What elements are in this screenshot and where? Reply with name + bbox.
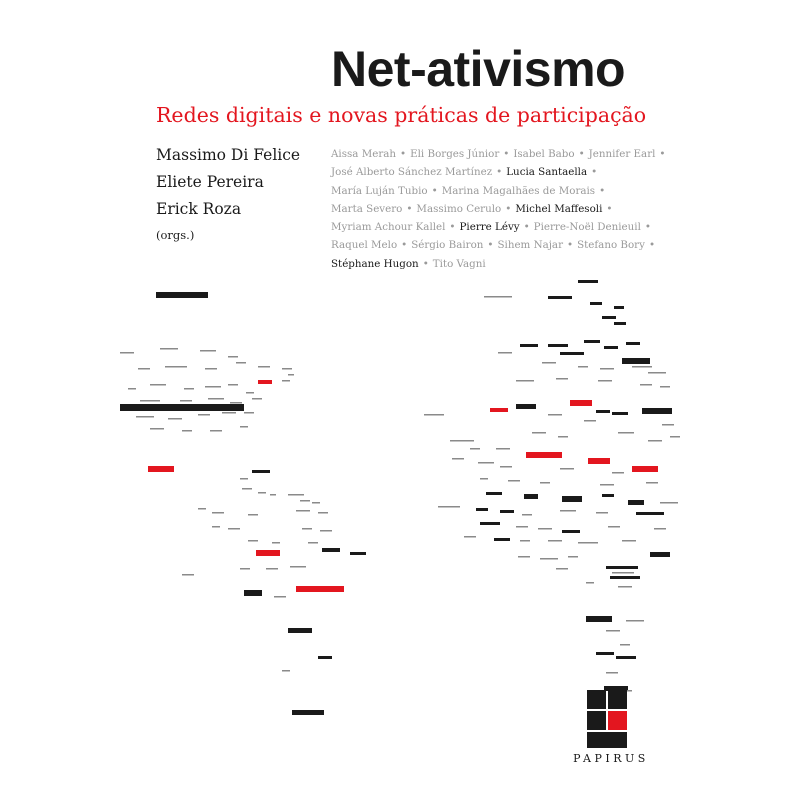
map-dash bbox=[498, 352, 512, 354]
map-dash bbox=[212, 526, 220, 528]
map-dash bbox=[622, 540, 636, 542]
map-dash bbox=[648, 372, 666, 374]
contributor-name: Marta Severo bbox=[331, 202, 403, 215]
map-dash bbox=[438, 506, 460, 508]
map-dash bbox=[518, 556, 530, 558]
contributor-name: Sihem Najar bbox=[497, 239, 563, 252]
contributors-line bbox=[331, 218, 651, 236]
map-dash bbox=[496, 448, 510, 450]
map-dash bbox=[500, 466, 512, 468]
map-dash bbox=[148, 466, 174, 472]
logo-square bbox=[608, 711, 627, 730]
map-dash bbox=[608, 526, 620, 528]
contributor-name: Stefano Bory bbox=[577, 239, 645, 252]
map-dash bbox=[312, 502, 320, 504]
map-dash bbox=[618, 586, 632, 588]
contributor-name: Massimo Cerulo bbox=[416, 202, 502, 215]
map-dash bbox=[602, 494, 614, 497]
map-dash bbox=[128, 388, 136, 390]
map-dash bbox=[210, 430, 222, 432]
map-dash bbox=[660, 502, 678, 504]
map-dash bbox=[168, 418, 182, 420]
map-dash bbox=[540, 558, 558, 560]
map-dash bbox=[588, 458, 610, 464]
map-dash bbox=[228, 384, 238, 386]
map-dash bbox=[584, 340, 600, 343]
map-dash bbox=[632, 466, 658, 472]
map-dash bbox=[646, 482, 658, 484]
map-dash bbox=[302, 528, 312, 530]
map-dash bbox=[586, 582, 594, 584]
map-dash bbox=[648, 440, 662, 442]
contributor-name: Sérgio Bairon bbox=[411, 239, 484, 252]
separator-bullet: • bbox=[606, 202, 613, 215]
contributors-list bbox=[331, 145, 666, 273]
contributor-name: Pierre-Noël Denieuil bbox=[533, 221, 641, 234]
contributors-line bbox=[331, 200, 651, 218]
contributor-name: Stéphane Hugon bbox=[331, 257, 419, 270]
map-dash bbox=[618, 432, 634, 434]
contributor-name: José Alberto Sánchez Martínez bbox=[331, 166, 493, 179]
separator-bullet: • bbox=[422, 257, 429, 270]
map-dash bbox=[612, 412, 628, 415]
map-dash bbox=[522, 514, 532, 516]
map-dash bbox=[300, 500, 310, 502]
map-dash bbox=[184, 388, 194, 390]
logo-square bbox=[587, 690, 606, 709]
map-dash bbox=[350, 552, 366, 555]
map-dash bbox=[612, 572, 634, 574]
contributors-line bbox=[331, 182, 651, 200]
map-dash bbox=[556, 568, 568, 570]
map-dash bbox=[606, 672, 618, 674]
map-dash bbox=[578, 542, 598, 544]
separator-bullet: • bbox=[431, 184, 438, 197]
map-dash bbox=[318, 512, 328, 514]
separator-bullet: • bbox=[400, 148, 407, 160]
map-dash bbox=[320, 530, 332, 532]
map-dash bbox=[246, 392, 254, 394]
map-dash bbox=[205, 386, 221, 388]
map-dash bbox=[542, 362, 556, 364]
map-dash bbox=[520, 344, 538, 347]
organizers-tag: (orgs.) bbox=[156, 228, 195, 242]
map-dash bbox=[562, 530, 580, 533]
logo-square bbox=[587, 732, 627, 748]
contributor-name: Tito Vagni bbox=[432, 257, 486, 270]
map-dash bbox=[296, 510, 310, 512]
map-dash bbox=[470, 448, 480, 450]
contributors-line bbox=[331, 145, 666, 163]
separator-bullet: • bbox=[599, 184, 606, 197]
map-dash bbox=[424, 414, 444, 416]
map-dash bbox=[270, 494, 276, 496]
map-dash bbox=[586, 616, 612, 622]
map-dash bbox=[288, 628, 312, 633]
map-dash bbox=[560, 510, 576, 512]
map-dash bbox=[120, 352, 134, 354]
map-dash bbox=[584, 420, 596, 422]
organizer-name: Eliete Pereira bbox=[156, 173, 264, 191]
contributors-line bbox=[331, 163, 651, 181]
separator-bullet: • bbox=[648, 239, 656, 252]
map-dash bbox=[578, 366, 588, 368]
map-dash bbox=[322, 548, 340, 552]
map-dash bbox=[626, 342, 640, 345]
map-dash bbox=[590, 302, 602, 305]
contributor-name: Raquel Melo bbox=[331, 239, 398, 252]
map-dash bbox=[596, 512, 608, 514]
map-dash bbox=[252, 470, 270, 473]
contributor-name: Myriam Achour Kallel bbox=[331, 221, 446, 234]
map-dash bbox=[282, 368, 292, 370]
separator-bullet: • bbox=[505, 202, 512, 215]
map-dash bbox=[508, 480, 520, 482]
map-dash bbox=[480, 478, 488, 480]
map-dash bbox=[640, 384, 652, 386]
logo-square bbox=[608, 690, 627, 709]
map-dash bbox=[548, 414, 562, 416]
map-dash bbox=[560, 352, 584, 355]
map-dash bbox=[598, 380, 612, 382]
map-dash bbox=[240, 426, 248, 428]
map-dash bbox=[642, 408, 672, 414]
separator-bullet: • bbox=[496, 166, 503, 179]
map-dash bbox=[150, 384, 166, 386]
map-dash bbox=[540, 482, 550, 484]
map-dash bbox=[198, 508, 206, 510]
map-dash bbox=[548, 540, 562, 542]
map-dash bbox=[288, 494, 304, 496]
map-dash bbox=[614, 306, 624, 309]
map-dash bbox=[628, 500, 644, 505]
map-dash bbox=[450, 440, 474, 442]
map-dash bbox=[228, 528, 240, 530]
map-dash bbox=[244, 590, 262, 596]
map-dash bbox=[670, 436, 680, 438]
separator-bullet: • bbox=[659, 148, 666, 160]
organizer-name: Erick Roza bbox=[156, 200, 242, 218]
map-dash bbox=[452, 458, 464, 460]
map-dash bbox=[602, 316, 616, 319]
map-dash bbox=[600, 368, 614, 370]
map-dash bbox=[516, 404, 536, 409]
map-dash bbox=[484, 296, 512, 298]
map-dash bbox=[308, 542, 318, 544]
contributor-name: Jennifer Earl bbox=[588, 148, 656, 160]
map-dash bbox=[516, 526, 528, 528]
separator-bullet: • bbox=[449, 221, 456, 234]
map-dash bbox=[516, 380, 534, 382]
publisher-name: PAPIRUS bbox=[573, 752, 649, 765]
map-dash bbox=[612, 472, 624, 474]
map-dash bbox=[150, 428, 164, 430]
map-dash bbox=[205, 368, 217, 370]
publisher-logo bbox=[587, 690, 629, 750]
book-subtitle: Redes digitais e novas práticas de participação bbox=[156, 103, 647, 127]
map-dash bbox=[622, 358, 650, 364]
map-dash bbox=[242, 488, 252, 490]
map-dash bbox=[486, 492, 502, 495]
separator-bullet: • bbox=[523, 221, 530, 234]
map-dash bbox=[548, 344, 568, 347]
map-dash bbox=[120, 404, 244, 411]
map-dash bbox=[626, 620, 644, 622]
map-dash bbox=[596, 410, 610, 413]
map-dash bbox=[654, 528, 666, 530]
map-dash bbox=[568, 556, 578, 558]
map-dash bbox=[288, 374, 294, 376]
map-dash bbox=[182, 430, 192, 432]
logo-square bbox=[587, 711, 606, 730]
map-dash bbox=[500, 510, 514, 513]
map-dash bbox=[182, 574, 194, 576]
contributor-name: Marina Magalhães de Morais bbox=[441, 184, 596, 197]
contributor-name: Isabel Babo bbox=[513, 148, 575, 160]
separator-bullet: • bbox=[567, 239, 574, 252]
contributor-name: Aissa Merah bbox=[331, 148, 397, 160]
map-dash bbox=[222, 412, 236, 414]
contributor-name: María Luján Tubio bbox=[331, 184, 428, 197]
map-dash bbox=[228, 356, 238, 358]
book-title: Net-ativismo bbox=[331, 41, 626, 97]
map-dash bbox=[600, 484, 614, 486]
map-dash bbox=[156, 292, 208, 298]
map-dash bbox=[248, 514, 258, 516]
contributor-name: Pierre Lévy bbox=[459, 221, 520, 234]
map-dash bbox=[258, 492, 266, 494]
map-dash bbox=[494, 538, 510, 541]
map-dash bbox=[136, 416, 154, 418]
map-dash bbox=[138, 368, 150, 370]
map-dash bbox=[558, 436, 568, 438]
map-dash bbox=[570, 400, 592, 406]
organizer-name: Massimo Di Felice bbox=[156, 146, 301, 164]
map-dash bbox=[606, 566, 638, 569]
map-dash bbox=[636, 512, 664, 515]
contributor-name: Eli Borges Júnior bbox=[410, 148, 500, 160]
map-dash bbox=[526, 452, 562, 458]
map-dash bbox=[290, 566, 306, 568]
map-dash bbox=[548, 296, 572, 299]
map-dash bbox=[560, 468, 574, 470]
map-dash bbox=[258, 366, 270, 368]
map-dash bbox=[464, 536, 476, 538]
separator-bullet: • bbox=[578, 148, 585, 160]
contributor-name: Michel Maffesoli bbox=[515, 202, 603, 215]
map-dash bbox=[240, 478, 248, 480]
map-dash bbox=[160, 348, 178, 350]
dash-world-map bbox=[0, 270, 800, 730]
map-dash bbox=[620, 644, 630, 646]
map-dash bbox=[490, 408, 508, 412]
map-dash bbox=[604, 346, 618, 349]
map-dash bbox=[318, 656, 332, 659]
map-dash bbox=[252, 398, 262, 400]
contributors-line bbox=[331, 236, 656, 254]
map-dash bbox=[296, 586, 344, 592]
map-dash bbox=[240, 568, 250, 570]
map-dash bbox=[236, 362, 246, 364]
map-dash bbox=[272, 542, 280, 544]
map-dash bbox=[578, 280, 598, 283]
map-dash bbox=[562, 496, 582, 502]
map-dash bbox=[650, 552, 670, 557]
map-dash bbox=[266, 568, 278, 570]
map-dash bbox=[596, 652, 614, 655]
map-dash bbox=[200, 350, 216, 352]
separator-bullet: • bbox=[503, 148, 510, 160]
map-dash bbox=[556, 378, 568, 380]
map-dash bbox=[248, 540, 258, 542]
map-dash bbox=[478, 462, 494, 464]
map-dash bbox=[198, 414, 210, 416]
map-dash bbox=[632, 366, 652, 368]
map-dash bbox=[244, 412, 254, 414]
map-dash bbox=[282, 670, 290, 672]
map-dash bbox=[662, 424, 674, 426]
map-dash bbox=[480, 522, 500, 525]
map-dash bbox=[208, 398, 224, 400]
map-dash bbox=[256, 550, 280, 556]
map-dash bbox=[524, 494, 538, 499]
organizers-block bbox=[156, 142, 316, 247]
separator-bullet: • bbox=[401, 239, 408, 252]
map-dash bbox=[230, 402, 242, 404]
separator-bullet: • bbox=[591, 166, 598, 179]
map-dash bbox=[616, 656, 636, 659]
map-dash bbox=[610, 576, 640, 579]
map-dash bbox=[606, 630, 620, 632]
separator-bullet: • bbox=[487, 239, 494, 252]
map-dash bbox=[520, 540, 530, 542]
map-dash bbox=[614, 322, 626, 325]
map-dash bbox=[212, 512, 224, 514]
contributor-name: Lucia Santaella bbox=[506, 166, 588, 179]
map-dash bbox=[476, 508, 488, 511]
map-dash bbox=[165, 366, 187, 368]
map-dash bbox=[274, 596, 286, 598]
map-dash bbox=[538, 528, 552, 530]
map-dash bbox=[282, 380, 290, 382]
separator-bullet: • bbox=[406, 202, 413, 215]
separator-bullet: • bbox=[644, 221, 651, 234]
map-dash bbox=[258, 380, 272, 384]
map-dash bbox=[660, 386, 670, 388]
map-dash bbox=[292, 710, 324, 715]
map-dash bbox=[180, 400, 192, 402]
map-dash bbox=[140, 400, 160, 402]
map-dash bbox=[532, 432, 546, 434]
